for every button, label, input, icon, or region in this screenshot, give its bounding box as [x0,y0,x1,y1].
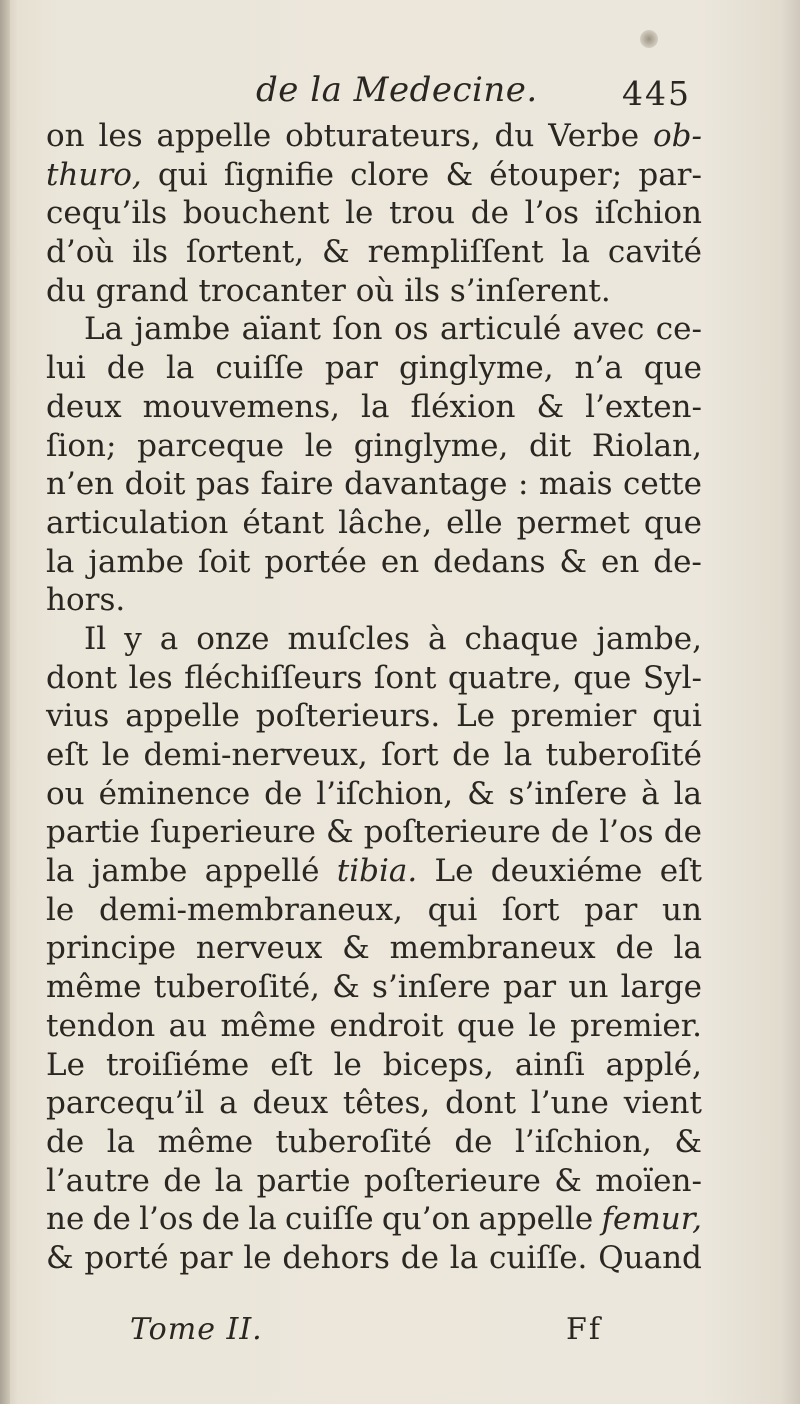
word: permet [516,504,630,541]
word: d’où [46,234,115,271]
word: même [46,969,142,1006]
signature-mark: Ff [566,1312,602,1347]
word: de [550,814,590,851]
word: & [342,930,370,967]
word: partie [46,814,140,851]
word: & [322,234,350,271]
word: & [536,388,565,425]
word: partie [256,1162,351,1199]
word: & [332,969,360,1006]
word: l’une [530,1085,609,1122]
word: l’os [524,195,579,232]
word: muſcles [287,620,410,657]
word: têtes, [342,1085,431,1122]
word: dont [46,659,117,696]
word: poſterieure [363,814,541,851]
word: rempliſſent [367,234,544,271]
word: l’iſchion, [316,775,454,812]
word: Il [84,620,107,657]
word: articulation [46,504,229,541]
text-line [46,118,702,157]
word: troiſiéme [105,1046,250,1083]
word: deux [252,1085,329,1122]
word: quatre, [447,659,562,696]
word: où [355,272,395,309]
word: femur, [601,1201,702,1238]
word: La [84,311,124,348]
word: ſuperieure [150,814,316,851]
text-line [46,234,702,273]
text-line [46,621,702,660]
text-line [46,428,702,467]
word: ob- [652,118,702,154]
word: par [179,1239,233,1276]
word: en [380,543,420,580]
word: y [124,620,142,657]
word: l’iſchion, [515,1123,652,1160]
word: que [456,1007,515,1044]
word: le [243,1239,272,1276]
word: portée [264,543,367,580]
word: premier [510,698,637,735]
text-line [46,1163,702,1202]
word: Le [46,1046,85,1083]
word: ne [46,1201,85,1238]
word: a [219,1085,238,1122]
word: iſchion [594,195,702,232]
word: tuberoſité, [153,969,320,1006]
word: de [663,814,702,851]
word: lui [46,350,86,387]
word: cette [622,466,702,503]
word: ce- [655,311,702,348]
word: n’a [574,350,623,387]
word: la [46,853,75,890]
word: demi-nerveux, [143,737,368,773]
word: appelle [478,1201,594,1238]
word: os [393,311,429,348]
word: de [264,775,303,812]
word: Syl- [642,659,702,696]
volume-mark: Tome II. [130,1312,263,1347]
word: moïen- [595,1162,702,1199]
word: fléxion [410,388,516,425]
word: la [361,388,390,425]
word: biceps, [382,1046,494,1083]
text-line [46,1124,702,1163]
text-line [46,1240,702,1279]
word: cuiſſe [285,1201,374,1238]
word: eſt [270,1046,313,1083]
word: de [400,1239,439,1276]
word: l’autre [46,1162,150,1199]
word: on [46,118,85,154]
word: la [46,543,75,580]
word: de [106,350,145,387]
word: la [165,350,195,387]
word: s’inſere [508,775,628,812]
text-line [46,466,702,505]
word: Le [434,853,474,890]
text-line [46,776,702,815]
word: la [106,1123,136,1160]
word: poſterieure [363,1162,541,1199]
word: qui [427,891,478,928]
word: par- [638,156,702,193]
word: ſignifie [223,156,334,193]
text-line [46,814,702,853]
word: thuro, [46,156,142,193]
text-line [46,389,702,428]
text-line [46,1047,702,1086]
word: ſon [332,311,383,348]
word: ginglyme, [398,350,554,387]
word: ſortent, [186,234,305,271]
word: étant [242,504,325,541]
word: ils [404,272,440,309]
word: hors. [46,582,126,619]
word: tuberoſité [275,1123,432,1160]
word: pas [195,466,251,503]
word: trocanter [198,272,346,309]
text-line [46,698,702,737]
word: dont [445,1085,517,1122]
word: & [46,1239,74,1276]
word: jambe [91,853,188,890]
word: que [643,504,702,541]
word: appelle [125,698,240,735]
word: large [620,969,702,1006]
running-title: de la Medecine. [256,70,538,110]
word: la [214,1162,244,1199]
text-line [46,1008,702,1047]
word: ſion; [46,427,117,464]
word: avec [572,311,645,348]
word: demi-membraneux, [98,891,403,928]
word: vient [623,1085,702,1122]
word: cavité [607,234,702,271]
word: s’inſere [372,969,491,1006]
word: & [559,543,588,580]
word: dedans [433,543,546,580]
word: elle [446,504,503,541]
word: doit [124,466,186,503]
word: que [573,659,632,696]
word: le [345,195,374,232]
word: aïant [241,311,321,348]
word: de [46,1123,85,1160]
word: dehors [282,1239,390,1276]
word: fléchiſſeurs [184,659,363,696]
word: appelle [156,118,272,154]
word: cequ’ils [46,195,168,232]
word: à [427,620,447,657]
page-gutter-shadow [0,0,10,1404]
word: le [101,737,131,773]
word: en [600,543,640,580]
word: & [674,1123,702,1160]
word: la [248,1201,277,1238]
word: & [445,156,474,193]
word: la [503,737,533,773]
word: le [304,427,334,464]
word: la [673,775,702,812]
word: Riolan, [591,427,702,464]
text-line [46,1085,702,1124]
text-line [46,195,702,234]
word: ginglyme, [353,427,509,464]
word: de [92,1201,131,1238]
text-line [46,1201,702,1240]
word: obturateurs, [285,118,481,154]
word: la [449,1239,479,1276]
word: le [46,891,75,928]
text-line [46,660,702,699]
word: la [561,234,590,271]
word: un [662,891,702,928]
word: onze [196,620,270,657]
word: par [324,350,378,387]
word: de [615,930,654,967]
word: cuiſſe. [489,1239,588,1276]
word: qui [652,698,702,735]
word: jambe [134,311,231,348]
text-line [46,157,702,196]
word: premier. [570,1007,702,1044]
word: les [98,118,143,154]
word: grand [95,272,189,309]
word: bouchent [182,195,330,232]
word: parceque [137,427,285,464]
word: & [554,1162,582,1199]
word: nerveux [195,930,323,967]
word: le [333,1046,362,1083]
word: que [643,350,702,387]
word: poſterieurs. [255,698,441,735]
word: l’os [139,1201,194,1238]
text-line [46,737,702,776]
word: ou [46,775,85,812]
word: de [201,1201,240,1238]
text-line [46,505,702,544]
word: faire [260,466,334,503]
word: ſont [373,659,437,696]
word: tendon [46,1007,156,1044]
word: principe [46,930,177,967]
ink-smudge [640,30,658,48]
word: qu’on [381,1201,471,1238]
word: de [163,1162,202,1199]
body-text [46,118,702,1279]
word: appellé [204,853,320,890]
word: vius [46,698,110,735]
word: davantage [344,466,508,503]
word: de [452,737,491,773]
page-header [0,70,800,120]
word: membraneux [389,930,596,967]
word: ils [132,234,169,271]
word: deuxiéme [490,853,643,890]
text-line [46,582,702,621]
word: Verbe [548,118,640,154]
word: & [326,814,354,851]
word: n’en [46,466,115,503]
page-footer [0,1312,800,1352]
text-line [46,853,702,892]
word: & [467,775,495,812]
word: de [470,195,509,232]
word: articulé [439,311,562,348]
word: de [454,1123,493,1160]
word: dit [528,427,572,464]
word: eſt [46,737,89,773]
word: applé, [605,1046,702,1083]
word: ſoit [197,543,251,580]
page-number: 445 [622,74,691,113]
word: par [502,969,557,1006]
word: chaque [464,620,579,657]
word: la [673,930,702,967]
word: endroit [329,1007,444,1044]
word: l’exten- [585,388,702,425]
text-line [46,350,702,389]
word: ainſi [514,1046,585,1083]
word: qui [157,156,208,193]
word: mais [538,466,613,503]
word: du [46,272,86,309]
word: le [528,1007,557,1044]
word: mouvemens, [142,388,341,425]
word: par [584,891,638,928]
word: jambe [88,543,185,580]
word: : [517,466,529,503]
word: tuberoſité [545,737,702,773]
word: au [168,1007,208,1044]
word: à [641,775,660,812]
word: tibia. [336,853,418,890]
word: deux [46,388,122,425]
text-line [46,930,702,969]
text-line [46,969,702,1008]
word: parcequ’il [46,1085,205,1122]
word: un [568,969,609,1006]
word: porté [84,1239,169,1276]
word: eſt [659,853,702,890]
text-line [46,544,702,583]
word: s’inſerent. [449,272,611,309]
word: Quand [598,1239,702,1276]
word: ſort [381,737,439,773]
word: lâche, [338,504,433,541]
text-line [46,311,702,350]
text-line [46,273,702,312]
word: Le [456,698,495,735]
word: éminence [98,775,251,812]
word: jambe, [596,620,702,657]
word: cuiſſe [215,350,304,387]
word: du [494,118,535,154]
word: clore [350,156,430,193]
text-line [46,892,702,931]
word: trou [389,195,456,232]
word: étouper; [489,156,623,193]
word: de- [653,543,702,580]
word: a [159,620,179,657]
word: même [220,1007,316,1044]
word: même [157,1123,254,1160]
word: les [128,659,173,696]
word: ſort [502,891,560,928]
word: l’os [599,814,654,851]
